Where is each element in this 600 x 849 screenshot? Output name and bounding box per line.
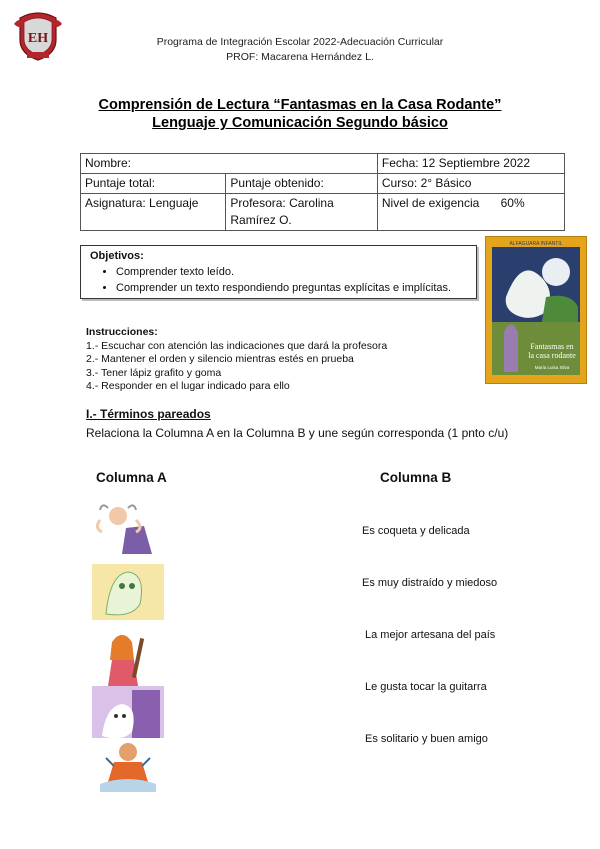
objectives-heading: Objetivos:	[90, 250, 144, 262]
column-a-heading: Columna A	[96, 470, 167, 485]
crest-letters: EH	[27, 31, 49, 46]
date-cell: Fecha: 12 Septiembre 2022	[377, 154, 564, 174]
instruction-item: 2.- Mantener el orden y silencio mientras estés en prueba	[86, 353, 354, 365]
instruction-item: 1.- Escuchar con atención las indicaciones que dará la profesora	[86, 339, 388, 352]
page-subtitle: Lenguaje y Comunicación Segundo básico	[152, 115, 448, 131]
column-b-item: Es solitario y buen amigo	[365, 733, 488, 745]
teacher-cell: Profesora: Carolina Ramírez O.	[226, 194, 378, 231]
girl-with-guitar-picture[interactable]	[92, 630, 164, 686]
level-value: 60%	[500, 196, 525, 210]
instruction-item: 3.- Tener lápiz grafito y goma	[86, 366, 222, 379]
section-title: I.- Términos pareados	[86, 407, 211, 421]
scared-old-man-picture[interactable]	[92, 498, 164, 554]
obtained-score-cell: Puntaje obtenido:	[226, 174, 378, 194]
objective-item: • Comprender texto leído.	[116, 264, 476, 280]
objectives-box	[80, 245, 477, 299]
ghosts-in-window-picture[interactable]	[92, 686, 164, 742]
cover-series: ALFAGUARA INFANTIL	[509, 241, 563, 247]
subject-cell: Asignatura: Lenguaje	[81, 194, 226, 231]
column-b-item: Es coqueta y delicada	[362, 525, 470, 537]
objectives-list	[81, 264, 476, 296]
level-label: Nivel de exigencia	[381, 196, 480, 210]
woman-crafting-picture[interactable]	[92, 738, 164, 794]
green-ghost-picture[interactable]	[92, 564, 164, 620]
total-score-cell: Puntaje total:	[81, 174, 226, 194]
column-b-item: Le gusta tocar la guitarra	[365, 681, 487, 693]
instructions-heading: Instrucciones:	[86, 326, 158, 338]
name-label: Nombre:	[85, 156, 132, 170]
page-title: Comprensión de Lectura “Fantasmas en la Casa Rodante”	[98, 97, 502, 113]
column-b-heading: Columna B	[380, 470, 452, 485]
course-cell: Curso: 2° Básico	[377, 174, 564, 194]
column-b-item: Es muy distraído y miedoso	[362, 577, 498, 589]
objective-item: • Comprender un texto respondiendo preguntas explícitas e implícitas.	[116, 280, 476, 296]
instructions-block	[86, 326, 387, 394]
instruction-item: 4.- Responder en el lugar indicado para ello	[86, 380, 290, 392]
book-cover-image	[485, 236, 587, 384]
level-cell	[377, 194, 564, 231]
teacher-line: PROF: Macarena Hernández L.	[226, 51, 374, 63]
section-description: Relaciona la Columna A en la Columna B y une según corresponda (1 pnto c/u)	[86, 426, 509, 440]
student-info-table	[80, 153, 565, 231]
program-line: Programa de Integración Escolar 2022-Adecuación Curricular	[156, 36, 444, 48]
column-b-item: La mejor artesana del país	[365, 629, 496, 641]
cover-author: María Luisa Silva	[534, 365, 570, 370]
name-field[interactable]	[81, 154, 378, 174]
cover-title: Fantasmas en la casa rodante	[528, 342, 576, 360]
